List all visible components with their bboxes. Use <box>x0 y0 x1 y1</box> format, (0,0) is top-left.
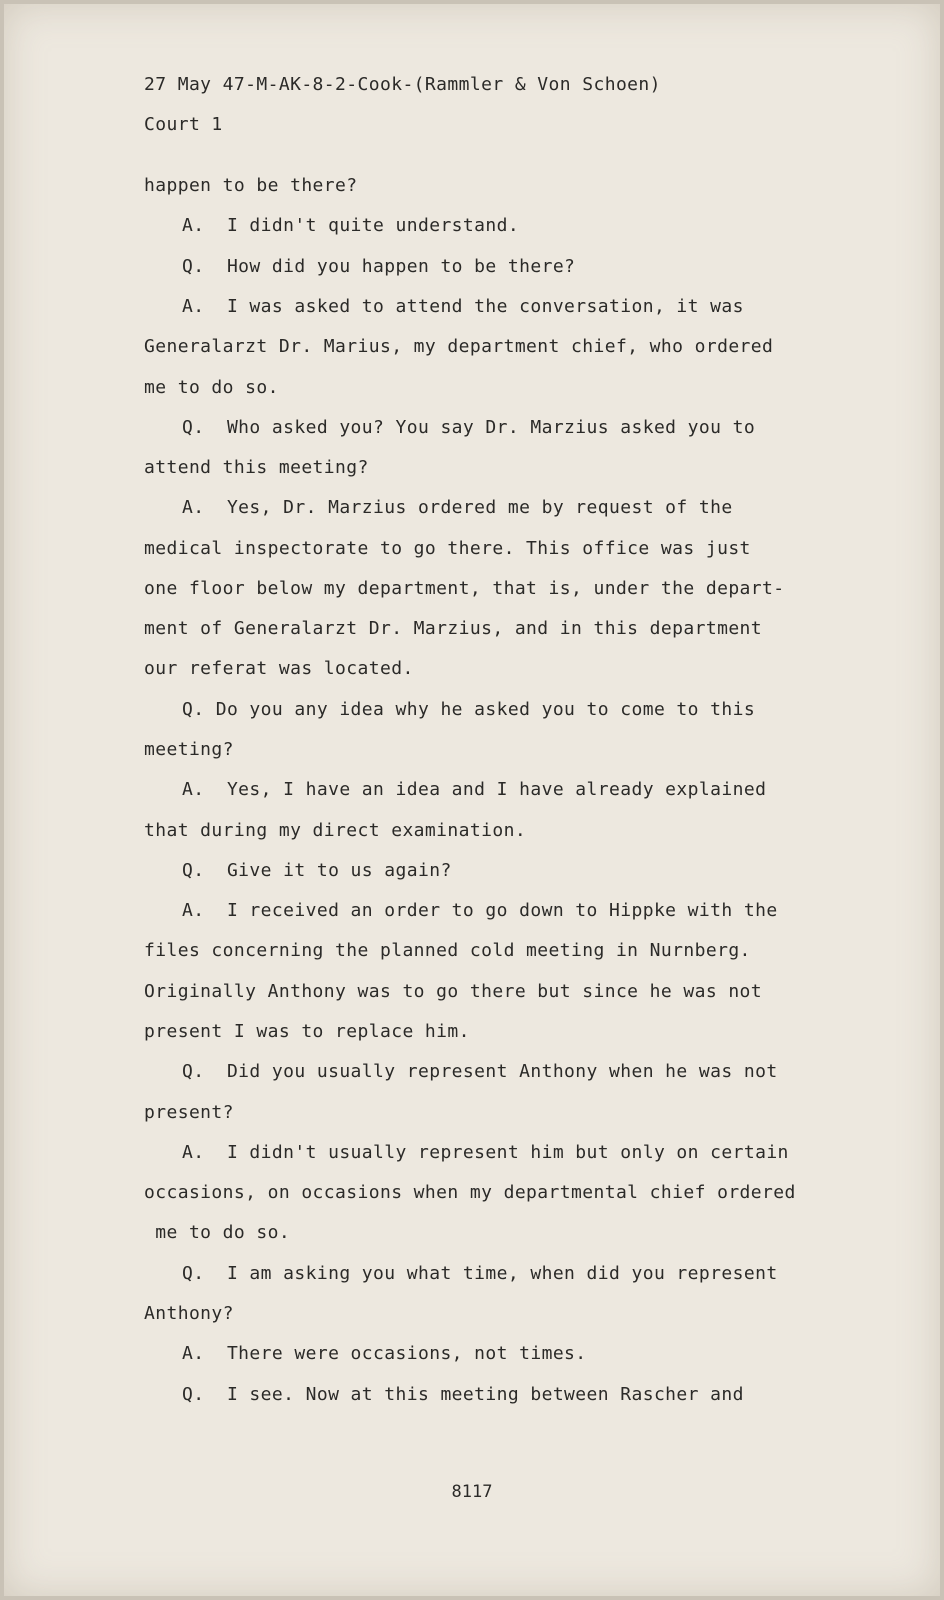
transcript-line: Generalarzt Dr. Marius, my department chief, who ordered <box>144 336 774 357</box>
transcript-line: meeting? <box>144 739 234 760</box>
transcript-line: occasions, on occasions when my departmental chief ordered <box>144 1182 796 1203</box>
transcript-line: me to do so. <box>144 377 279 398</box>
transcript-line: A. I didn't quite understand. <box>182 215 520 236</box>
transcript-line: Originally Anthony was to go there but since he was not <box>144 981 763 1002</box>
transcript-line: present I was to replace him. <box>144 1021 470 1042</box>
page-number: 8117 <box>451 1482 493 1502</box>
transcript-line: Q. Did you usually represent Anthony when he was not <box>182 1061 778 1082</box>
transcript-line: Anthony? <box>144 1303 234 1324</box>
transcript-line: files concerning the planned cold meeting in Nurnberg. <box>144 940 751 961</box>
transcript-line: present? <box>144 1102 234 1123</box>
document-page <box>4 4 940 1596</box>
transcript-line: Q. I see. Now at this meeting between Rascher and <box>182 1384 744 1405</box>
caption-header: 27 May 47-M-AK-8-2-Cook-(Rammler & Von Schoen) <box>144 74 661 95</box>
transcript-line: ment of Generalarzt Dr. Marzius, and in this department <box>144 618 763 639</box>
transcript-line: one floor below my department, that is, under the depart- <box>144 578 785 599</box>
transcript-line: me to do so. <box>144 1222 291 1243</box>
transcript-line: A. I didn't usually represent him but only on certain <box>182 1142 789 1163</box>
transcript-line: Q. Give it to us again? <box>182 860 452 881</box>
transcript-line: Q. Do you any idea why he asked you to come to this <box>182 699 756 720</box>
transcript-line: A. Yes, Dr. Marzius ordered me by request of the <box>182 497 733 518</box>
transcript-line: A. Yes, I have an idea and I have already explained <box>182 779 767 800</box>
court-label: Court 1 <box>144 114 223 135</box>
transcript-line: A. There were occasions, not times. <box>182 1343 587 1364</box>
transcript-line: that during my direct examination. <box>144 820 527 841</box>
transcript-line: A. I received an order to go down to Hippke with the <box>182 900 778 921</box>
transcript-line: Q. Who asked you? You say Dr. Marzius asked you to <box>182 417 756 438</box>
transcript-line: happen to be there? <box>144 175 358 196</box>
transcript-line: our referat was located. <box>144 658 414 679</box>
transcript-line: attend this meeting? <box>144 457 369 478</box>
transcript-line: A. I was asked to attend the conversation, it was <box>182 296 744 317</box>
transcript-line: Q. I am asking you what time, when did you represent <box>182 1263 778 1284</box>
transcript-line: medical inspectorate to go there. This office was just <box>144 538 751 559</box>
transcript-line: Q. How did you happen to be there? <box>182 256 576 277</box>
